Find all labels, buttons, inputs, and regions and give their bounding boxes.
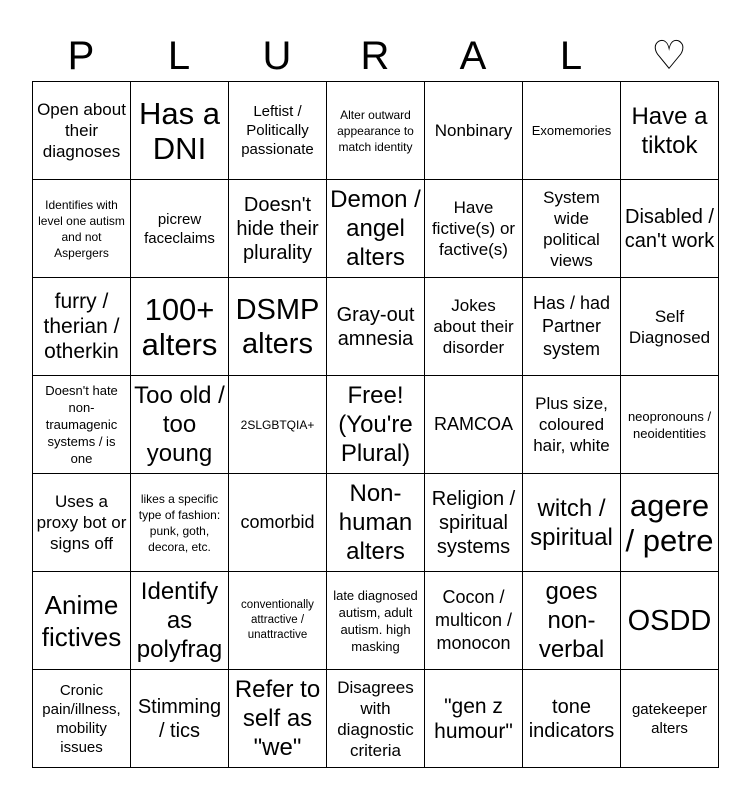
header-letter-l2: L <box>559 34 583 78</box>
bingo-cell[interactable] <box>523 474 621 572</box>
cell-text: Too old / too young <box>134 382 225 467</box>
bingo-cell[interactable] <box>229 278 327 376</box>
bingo-cell[interactable] <box>621 572 719 670</box>
bingo-cell[interactable] <box>131 670 229 768</box>
cell-text: Stimming / tics <box>137 695 222 742</box>
cell-text: witch / spiritual <box>530 494 613 551</box>
cell-text: tone indicators <box>528 695 615 742</box>
bingo-cell[interactable] <box>229 474 327 572</box>
bingo-cell[interactable] <box>425 474 523 572</box>
bingo-cell[interactable] <box>425 572 523 670</box>
bingo-cell[interactable] <box>33 180 131 278</box>
cell-text: Have fictive(s) or factive(s) <box>431 198 516 259</box>
cell-text: Disabled / can't work <box>624 205 715 252</box>
bingo-cell[interactable] <box>33 82 131 180</box>
cell-text: Uses a proxy bot or signs off <box>36 492 127 553</box>
bingo-cell[interactable] <box>327 572 425 670</box>
header-letter-a: A <box>459 34 487 78</box>
cell-text: furry / therian / otherkin <box>43 290 120 363</box>
cell-text: neopronouns / neoidentities <box>627 408 712 441</box>
bingo-cell[interactable] <box>523 278 621 376</box>
bingo-cell[interactable] <box>523 376 621 474</box>
bingo-cell[interactable] <box>131 180 229 278</box>
cell-text: Leftist / Politically passionate <box>241 103 314 158</box>
cell-text: Identifies with level one autism and not Aspergers <box>38 197 125 260</box>
cell-text: 100+ alters <box>141 291 218 362</box>
bingo-cell[interactable] <box>131 82 229 180</box>
cell-text: OSDD <box>627 604 712 637</box>
bingo-cell[interactable] <box>229 82 327 180</box>
bingo-cell[interactable] <box>229 376 327 474</box>
cell-text: Have a tiktok <box>631 102 708 159</box>
bingo-cell[interactable] <box>425 670 523 768</box>
cell-text: RAMCOA <box>433 414 513 434</box>
bingo-cell[interactable] <box>523 82 621 180</box>
cell-text: Anime fictives <box>41 589 122 652</box>
cell-text: Refer to self as "we" <box>234 676 321 761</box>
cell-text: Religion / spiritual systems <box>431 487 516 558</box>
cell-text: 2SLGBTQIA+ <box>240 417 315 432</box>
cell-text: comorbid <box>240 512 315 532</box>
cell-text: Has a DNI <box>139 95 220 166</box>
bingo-cell[interactable] <box>33 376 131 474</box>
header-letter-u: U <box>262 34 292 78</box>
bingo-cell[interactable] <box>621 278 719 376</box>
cell-text: Demon / angel alters <box>330 186 421 271</box>
header-heart-icon: ♡ <box>651 34 687 78</box>
bingo-cell[interactable] <box>33 278 131 376</box>
bingo-cell[interactable] <box>523 572 621 670</box>
cell-text: late diagnosed autism, adult autism. high masking <box>333 587 418 654</box>
cell-text: Gray-out amnesia <box>336 303 415 350</box>
bingo-cell[interactable] <box>621 180 719 278</box>
bingo-cell[interactable] <box>229 572 327 670</box>
bingo-cell[interactable] <box>425 180 523 278</box>
bingo-cell[interactable] <box>33 474 131 572</box>
bingo-cell[interactable] <box>621 670 719 768</box>
bingo-cell[interactable] <box>621 82 719 180</box>
cell-text: gatekeeper alters <box>631 700 708 737</box>
bingo-cell[interactable] <box>131 278 229 376</box>
bingo-cell[interactable] <box>229 180 327 278</box>
cell-text: Doesn't hate non-traumagenic systems / is one <box>45 383 118 466</box>
bingo-cell[interactable] <box>425 376 523 474</box>
cell-text: Non-human alters <box>338 480 413 565</box>
bingo-cell[interactable] <box>229 670 327 768</box>
cell-text: Cronic pain/illness, mobility issues <box>42 681 121 756</box>
bingo-cell[interactable] <box>523 670 621 768</box>
cell-text: Cocon / multicon / monocon <box>434 587 513 653</box>
cell-text: Exomemories <box>531 123 612 138</box>
cell-text: Disagrees with diagnostic criteria <box>337 677 414 760</box>
bingo-cell[interactable] <box>327 180 425 278</box>
cell-text: DSMP alters <box>235 293 320 360</box>
cell-text: Nonbinary <box>434 121 513 140</box>
cell-text: Identify as polyfrag <box>136 578 223 663</box>
cell-text: conventionally attractive / unattractive <box>241 599 314 641</box>
cell-text: Plus size, coloured hair, white <box>533 394 610 455</box>
bingo-cell[interactable] <box>327 474 425 572</box>
bingo-cell[interactable] <box>425 278 523 376</box>
bingo-cell[interactable] <box>523 180 621 278</box>
bingo-cell[interactable] <box>33 670 131 768</box>
bingo-cell[interactable] <box>131 376 229 474</box>
cell-text: Open about their diagnoses <box>37 100 126 161</box>
cell-text: likes a specific type of fashion: punk, goth, decora, etc. <box>138 491 221 554</box>
bingo-cell[interactable] <box>327 670 425 768</box>
cell-text: System wide political views <box>543 187 600 270</box>
cell-text: Self Diagnosed <box>628 306 711 347</box>
bingo-cell[interactable] <box>327 278 425 376</box>
header-letter-l: L <box>167 34 191 78</box>
bingo-cell[interactable] <box>33 572 131 670</box>
cell-text: Has / had Partner system <box>532 293 611 359</box>
bingo-header <box>32 30 720 82</box>
cell-text: goes non-verbal <box>538 578 605 663</box>
header-letter-p: P <box>67 34 95 78</box>
cell-text: Doesn't hide their plurality <box>236 193 319 264</box>
bingo-cell[interactable] <box>131 474 229 572</box>
bingo-cell[interactable] <box>621 474 719 572</box>
cell-text: agere / petre <box>625 487 714 558</box>
bingo-cell[interactable] <box>621 376 719 474</box>
bingo-cell[interactable] <box>131 572 229 670</box>
bingo-cell[interactable] <box>425 82 523 180</box>
cell-text: Jokes about their disorder <box>433 296 514 357</box>
bingo-grid <box>32 81 719 768</box>
cell-text: picrew faceclaims <box>144 210 215 247</box>
cell-text: Alter outward appearance to match identity <box>337 107 414 154</box>
bingo-cell[interactable] <box>327 82 425 180</box>
cell-text: Free! (You're Plural) <box>338 382 413 467</box>
bingo-cell[interactable] <box>327 376 425 474</box>
header-letter-r: R <box>360 34 390 78</box>
cell-text: "gen z humour" <box>434 694 513 743</box>
